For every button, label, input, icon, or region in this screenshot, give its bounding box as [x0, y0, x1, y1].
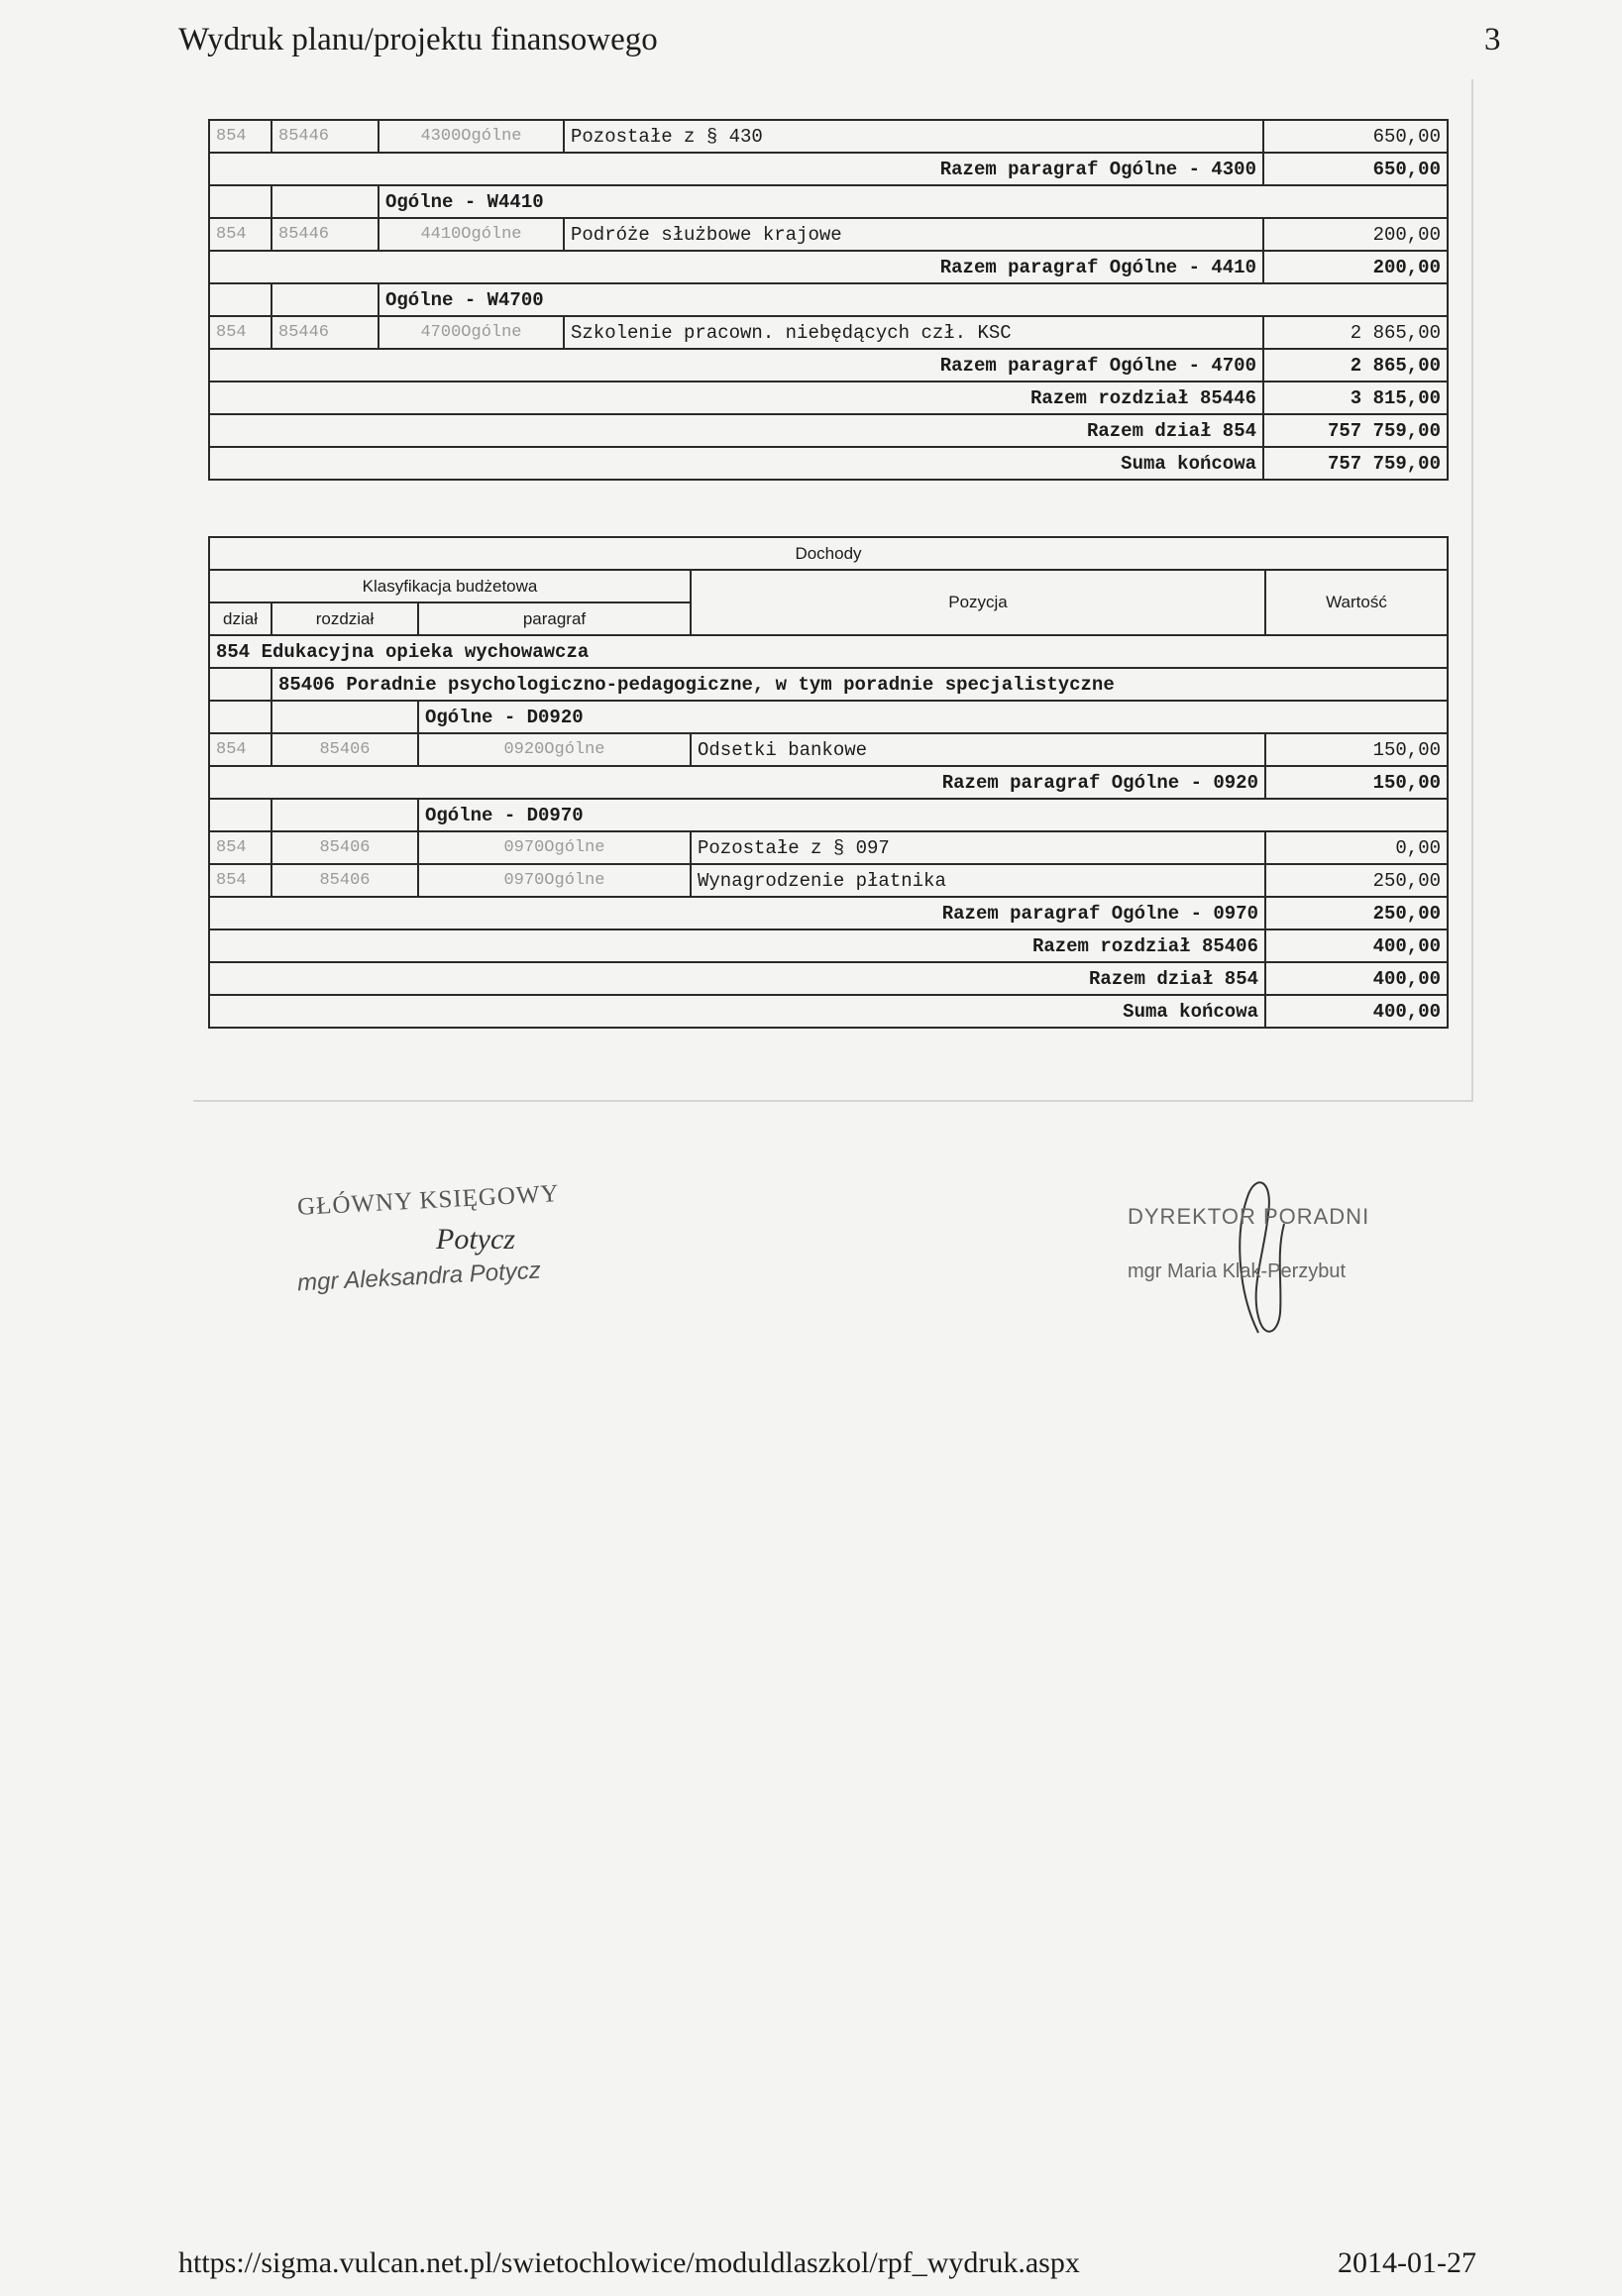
- chief-accountant-stamp: GŁÓWNY KSIĘGOWY: [296, 1180, 561, 1221]
- summary-row: Razem paragraf Ogólne - 4410 200,00: [209, 251, 1448, 283]
- director-name: mgr Maria Klak-Perzybut: [1128, 1260, 1347, 1282]
- group-row: Ogólne - W4700: [209, 283, 1448, 316]
- dzial-header: dział: [209, 602, 271, 635]
- summary-row: Razem paragraf Ogólne - 4700 2 865,00: [209, 349, 1448, 382]
- page-number: 3: [1484, 22, 1501, 57]
- table-row: 854 85446 4410Ogólne Podróże służbowe krajowe 200,00: [209, 218, 1448, 251]
- footer-url: https://sigma.vulcan.net.pl/swietochlowice/moduldlaszkol/rpf_wydruk.aspx: [178, 2246, 1080, 2279]
- group-row: Ogólne - D0970: [209, 799, 1448, 831]
- footer-date: 2014-01-27: [1338, 2246, 1476, 2279]
- summary-row: Razem rozdział 85406 400,00: [209, 929, 1448, 962]
- table-row: 854 85406 0970Ogólne Pozostałe z § 097 0,00: [209, 831, 1448, 864]
- chief-accountant-name: mgr Aleksandra Potycz: [296, 1257, 542, 1297]
- income-title: Dochody: [209, 537, 1448, 570]
- dzial-row: 854 Edukacyjna opieka wychowawcza: [209, 635, 1448, 668]
- table-row: 854 85446 4700Ogólne Szkolenie pracown. niebędących czł. KSC 2 865,00: [209, 316, 1448, 349]
- income-title-row: [209, 537, 1448, 570]
- chief-accountant-signature: Potycz: [436, 1223, 515, 1256]
- summary-row: Razem rozdział 85446 3 815,00: [209, 382, 1448, 414]
- summary-row: Razem paragraf Ogólne - 4300 650,00: [209, 153, 1448, 185]
- total-row: Suma końcowa 757 759,00: [209, 447, 1448, 480]
- table-row: 854 85446 4300Ogólne Pozostałe z § 430 650,00: [209, 120, 1448, 153]
- expenses-table: [208, 119, 1449, 481]
- group-row: Ogólne - W4410: [209, 185, 1448, 218]
- summary-row: Razem paragraf Ogólne - 0920 150,00: [209, 766, 1448, 799]
- income-table: [208, 536, 1449, 1029]
- group-row: Ogólne - D0920: [209, 701, 1448, 733]
- table-row: 854 85406 0920Ogólne Odsetki bankowe 150,00: [209, 733, 1448, 766]
- summary-row: Razem dział 854 757 759,00: [209, 414, 1448, 447]
- wartosc-header: Wartość: [1265, 570, 1448, 635]
- summary-row: Razem dział 854 400,00: [209, 962, 1448, 995]
- table-row: 854 85406 0970Ogólne Wynagrodzenie płatnika 250,00: [209, 864, 1448, 897]
- header-row: [209, 570, 1448, 602]
- rozdzial-header: rozdział: [271, 602, 418, 635]
- paragraf-header: paragraf: [418, 602, 691, 635]
- summary-row: Razem paragraf Ogólne - 0970 250,00: [209, 897, 1448, 929]
- director-stamp: DYREKTOR PORADNI: [1128, 1204, 1370, 1229]
- klasyfikacja-header: Klasyfikacja budżetowa: [209, 570, 691, 602]
- rozdzial-row: 85406 Poradnie psychologiczno-pedagogiczne, w tym poradnie specjalistyczne: [209, 668, 1448, 701]
- total-row: Suma końcowa 400,00: [209, 995, 1448, 1028]
- director-signature: [1219, 1174, 1308, 1343]
- pozycja-header: Pozycja: [691, 570, 1265, 635]
- document-title: Wydruk planu/projektu finansowego: [178, 22, 658, 57]
